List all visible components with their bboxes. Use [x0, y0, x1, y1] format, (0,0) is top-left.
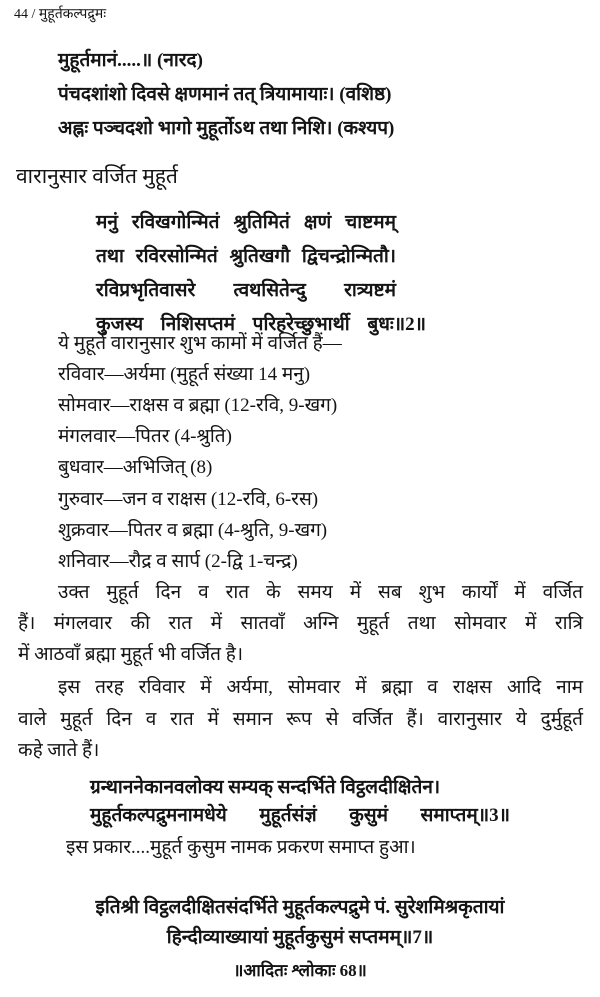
weekday-item-saturday: शनिवार—रौद्र व सार्प (2-द्वि 1-चन्द्र): [58, 551, 298, 572]
header-separator: /: [31, 7, 36, 22]
paragraph-line: इस तरह रविवार में अर्यमा, सोमवार में ब्रह्मा व राक्षस आदि नाम: [58, 677, 583, 698]
verse-line: ग्रन्थाननेकानवलोक्य सम्यक् सन्दर्भिते विट्ठलदीक्षितेन।: [90, 777, 441, 798]
paragraph-line: में आठवाँ ब्रह्मा मुहूर्त भी वर्जित है।: [18, 644, 244, 665]
quote-kashyap: अह्नः पञ्चदशो भागो मुहूर्तोऽथ तथा निशि। (कश्यप): [58, 118, 395, 139]
verse-line: मुहूर्तकल्पद्रुमनामधेये मुहूर्तसंज्ञं कुसुमं समाप्तम्॥3॥: [90, 805, 510, 826]
weekday-item-thursday: गुरुवार—जन व राक्षस (12-रवि, 6-रस): [58, 489, 319, 510]
page-number: 44: [14, 7, 28, 22]
colophon-line: इतिश्री विट्ठलदीक्षितसंदर्भिते मुहूर्तकल्पद्रुमे पं. सुरेशमिश्रकृतायां: [95, 897, 505, 918]
quote-vashishtha: पंचदशांशो दिवसे क्षणमानं तत् त्रियामायाः। (वशिष्ठ): [58, 84, 392, 105]
verse-line: मनुं रविखगोन्मितं श्रुतिमितं क्षणं चाष्टमम्: [96, 212, 396, 233]
paragraph-line: हैं। मंगलवार की रात में सातवाँ अग्नि मुहूर्त तथा सोमवार में रात्रि: [18, 613, 583, 634]
book-title: मुहूर्तकल्पद्रुमः: [38, 7, 107, 22]
weekday-item-sunday: रविवार—अर्यमा (मुहूर्त संख्या 14 मनु): [58, 364, 311, 385]
weekday-item-wednesday: बुधवार—अभिजित् (8): [58, 457, 213, 478]
weekday-item-monday: सोमवार—राक्षस व ब्रह्मा (12-रवि, 9-खग): [58, 395, 338, 416]
verse-count: ॥आदितः श्लोकाः 68॥: [233, 961, 367, 980]
paragraph-line: उक्त मुहूर्त दिन व रात के समय में सब शुभ कार्यों में वर्जित: [58, 582, 583, 603]
weekday-item-tuesday: मंगलवार—पितर (4-श्रुति): [58, 426, 232, 447]
section-heading: वारानुसार वर्जित मुहूर्त: [16, 164, 178, 188]
weekday-item-friday: शुक्रवार—पितर व ब्रह्मा (4-श्रुति, 9-खग): [58, 520, 328, 541]
running-header: [14, 2, 106, 28]
verse-line: तथा रविरसोन्मितं श्रुतिखगौ द्विचन्द्रोन्मितौ।: [96, 246, 396, 267]
list-intro: ये मुहूर्त वारानुसार शुभ कामों में वर्जित हैं—: [58, 333, 342, 354]
verse-translation: इस प्रकार....मुहूर्त कुसुम नामक प्रकरण समाप्त हुआ।: [66, 837, 416, 858]
verse-line: रविप्रभृतिवासरे त्वथसितेन्दु रात्र्यष्टमं: [96, 280, 396, 301]
paragraph-line: वाले मुहूर्त दिन व रात में समान रूप से वर्जित हैं। वारानुसार ये दुर्मुहूर्त: [18, 709, 583, 730]
colophon-line: हिन्दीव्याख्यायां मुहूर्तकुसुमं सप्तमम्॥7॥: [166, 927, 434, 948]
quote-narad: मुहूर्तमानं.....॥ (नारद): [58, 50, 203, 71]
verse-line: कुजस्य निशिसप्तमं परिहरेच्छुभार्थी बुधः॥2॥: [96, 314, 426, 335]
paragraph-line: कहे जाते हैं।: [18, 740, 100, 761]
